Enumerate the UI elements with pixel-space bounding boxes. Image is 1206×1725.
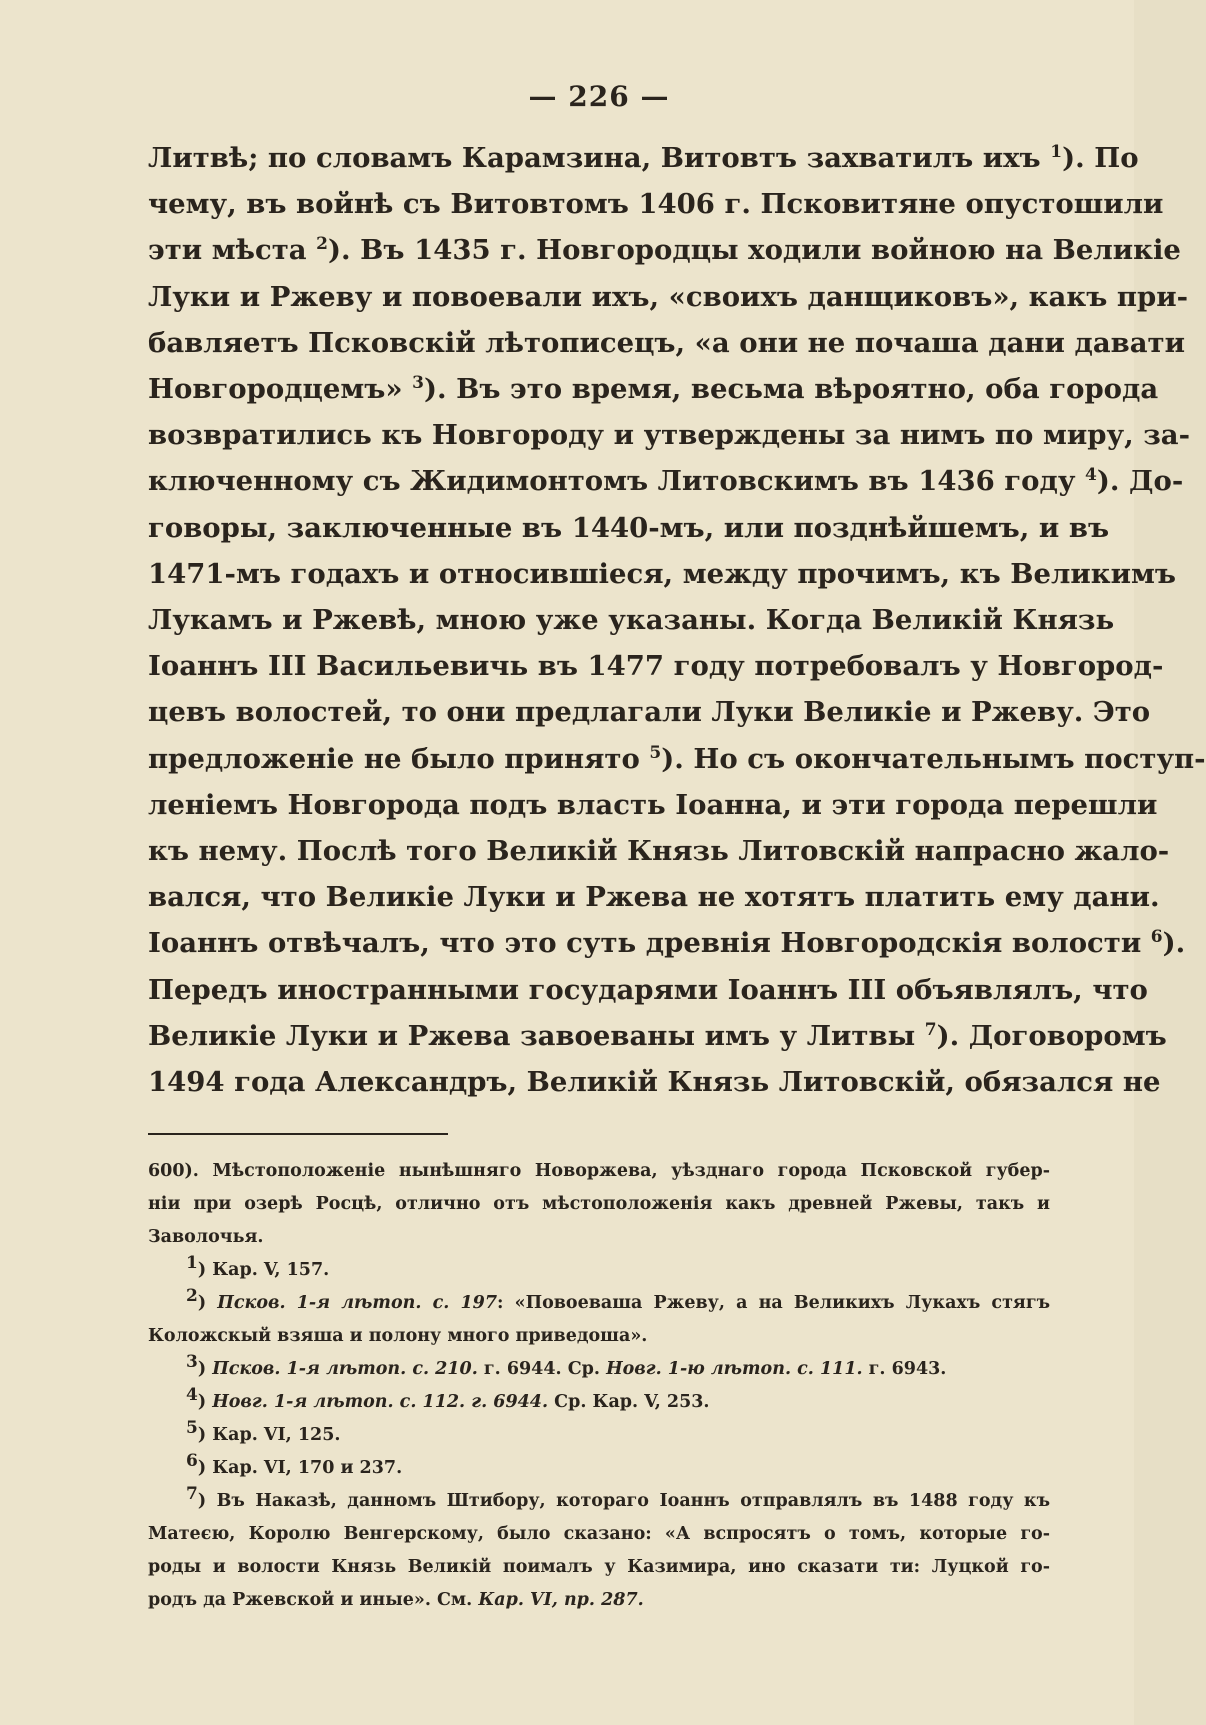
- footnote-mark: 7: [186, 1484, 198, 1505]
- footnote-ref: 4: [1085, 465, 1097, 486]
- text-line: Лукамъ и Ржевѣ, мною уже указаны. Когда Великій Князь: [148, 604, 1115, 637]
- footnotes: [148, 1155, 1050, 1617]
- text-line: возвратились къ Новгороду и утверждены за нимъ по миру, за-: [148, 419, 1191, 452]
- footnote-line: 600). Мѣстоположеніе нынѣшняго Новоржева, уѣзднаго города Псковской губер-: [148, 1161, 1050, 1182]
- footnote-line: ніи при озерѣ Росцѣ, отлично отъ мѣстоположенія какъ древней Ржевы, такъ и: [148, 1194, 1050, 1215]
- footnote-line: $^7$) Въ Наказѣ, данномъ Штибору, котораго Іоаннъ отправлялъ въ 1488 году къ: [186, 1484, 1050, 1512]
- footnote-line: $^5$) Кар. VI, 125.: [186, 1418, 341, 1446]
- main-text: [148, 135, 1206, 1105]
- footnote-line: $^2$) Псков. 1-я лѣтоп. с. 197: «Повоеваша Ржеву, а на Великихъ Лукахъ стягъ: [186, 1286, 1050, 1314]
- footnote-mark: 6: [186, 1451, 198, 1472]
- footnote-separator: [148, 1133, 448, 1135]
- text-line: говоры, заключенные въ 1440-мъ, или позднѣйшемъ, и въ: [148, 511, 1110, 544]
- footnote-ref: 5: [649, 742, 662, 763]
- footnote-line: Коложскый взяша и полону много приведоша».: [148, 1326, 648, 1347]
- text-line: Передъ иностранными государями Іоаннъ III объявлялъ, что: [148, 973, 1148, 1006]
- footnote-line: $^6$) Кар. VI, 170 и 237.: [186, 1451, 403, 1479]
- footnote-line: Заволочья.: [148, 1227, 264, 1248]
- text-line: 1494 года Александръ, Великій Князь Литовскій, обязался не: [148, 1066, 1161, 1099]
- footnote-ref: 1: [1050, 141, 1063, 162]
- text-line: 1471-мъ годахъ и относившіеся, между прочимъ, къ Великимъ: [148, 557, 1177, 590]
- text-line: бавляетъ Псковскій лѣтописецъ, «а они не почаша дани давати: [148, 326, 1185, 359]
- footnote-ref: 7: [924, 1019, 937, 1040]
- text-line: предложеніе не было принято $^5$). Но съ окончательнымъ поступ-: [148, 742, 1206, 775]
- text-line: къ нему. Послѣ того Великій Князь Литовскій напрасно жало-: [148, 835, 1170, 868]
- footnote-mark: 5: [186, 1418, 198, 1439]
- footnote-line: $^4$) Новг. 1-я лѣтоп. с. 112. г. 6944. Ср. Кар. V, 253.: [186, 1385, 710, 1413]
- footnote-mark: 1: [186, 1253, 198, 1274]
- footnote-ref: 2: [316, 234, 328, 255]
- text-line: Литвѣ; по словамъ Карамзина, Витовтъ захватилъ ихъ $^1$). По: [148, 141, 1139, 174]
- text-line: Луки и Ржеву и повоевали ихъ, «своихъ данщиковъ», какъ при-: [148, 280, 1189, 313]
- text-line: Іоаннъ отвѣчалъ, что это суть древнія Новгородскія волости $^6$).: [148, 927, 1186, 960]
- footnote-mark: 3: [186, 1352, 198, 1373]
- text-line: вался, что Великіе Луки и Ржева не хотятъ платить ему дани.: [148, 881, 1160, 914]
- text-line: чему, въ войнѣ съ Витовтомъ 1406 г. Псковитяне опустошили: [148, 188, 1164, 221]
- text-line: Новгородцемъ» $^3$). Въ это время, весьма вѣроятно, оба города: [148, 372, 1159, 406]
- text-line: цевъ волостей, то они предлагали Луки Великіе и Ржеву. Это: [148, 696, 1151, 729]
- text-line: Великіе Луки и Ржева завоеваны имъ у Литвы $^7$). Договоромъ: [148, 1019, 1167, 1052]
- text-line: эти мѣста $^2$). Въ 1435 г. Новгородцы ходили войною на Великіе: [148, 234, 1181, 267]
- footnote-line: $^1$) Кар. V, 157.: [186, 1253, 330, 1281]
- footnote-line: Матеєю, Королю Венгерскому, было сказано: «А вспросятъ о томъ, которые го-: [148, 1524, 1050, 1545]
- footnote-mark: 4: [186, 1385, 198, 1406]
- footnote-line: $^3$) Псков. 1-я лѣтоп. с. 210. г. 6944. Ср. Новг. 1-ю лѣтоп. с. 111. г. 6943.: [186, 1352, 947, 1380]
- text-line: ключенному съ Жидимонтомъ Литовскимъ въ 1436 году $^4$). До-: [148, 465, 1184, 498]
- footnote-line: роды и волости Князь Великій поималъ у Казимира, ино сказати ти: Луцкой го-: [148, 1557, 1050, 1578]
- text-line: Іоаннъ III Васильевичь въ 1477 году потребовалъ у Новгород-: [148, 650, 1164, 683]
- text-line: леніемъ Новгорода подъ власть Іоанна, и эти города перешли: [148, 788, 1158, 821]
- page-number: — 226 —: [528, 80, 670, 113]
- footnote-mark: 2: [186, 1286, 198, 1307]
- footnote-ref: 3: [412, 372, 424, 393]
- footnote-ref: 6: [1150, 927, 1163, 948]
- footnote-line: родъ да Ржевской и иные». См. Кар. VI, пр. 287.: [148, 1590, 644, 1611]
